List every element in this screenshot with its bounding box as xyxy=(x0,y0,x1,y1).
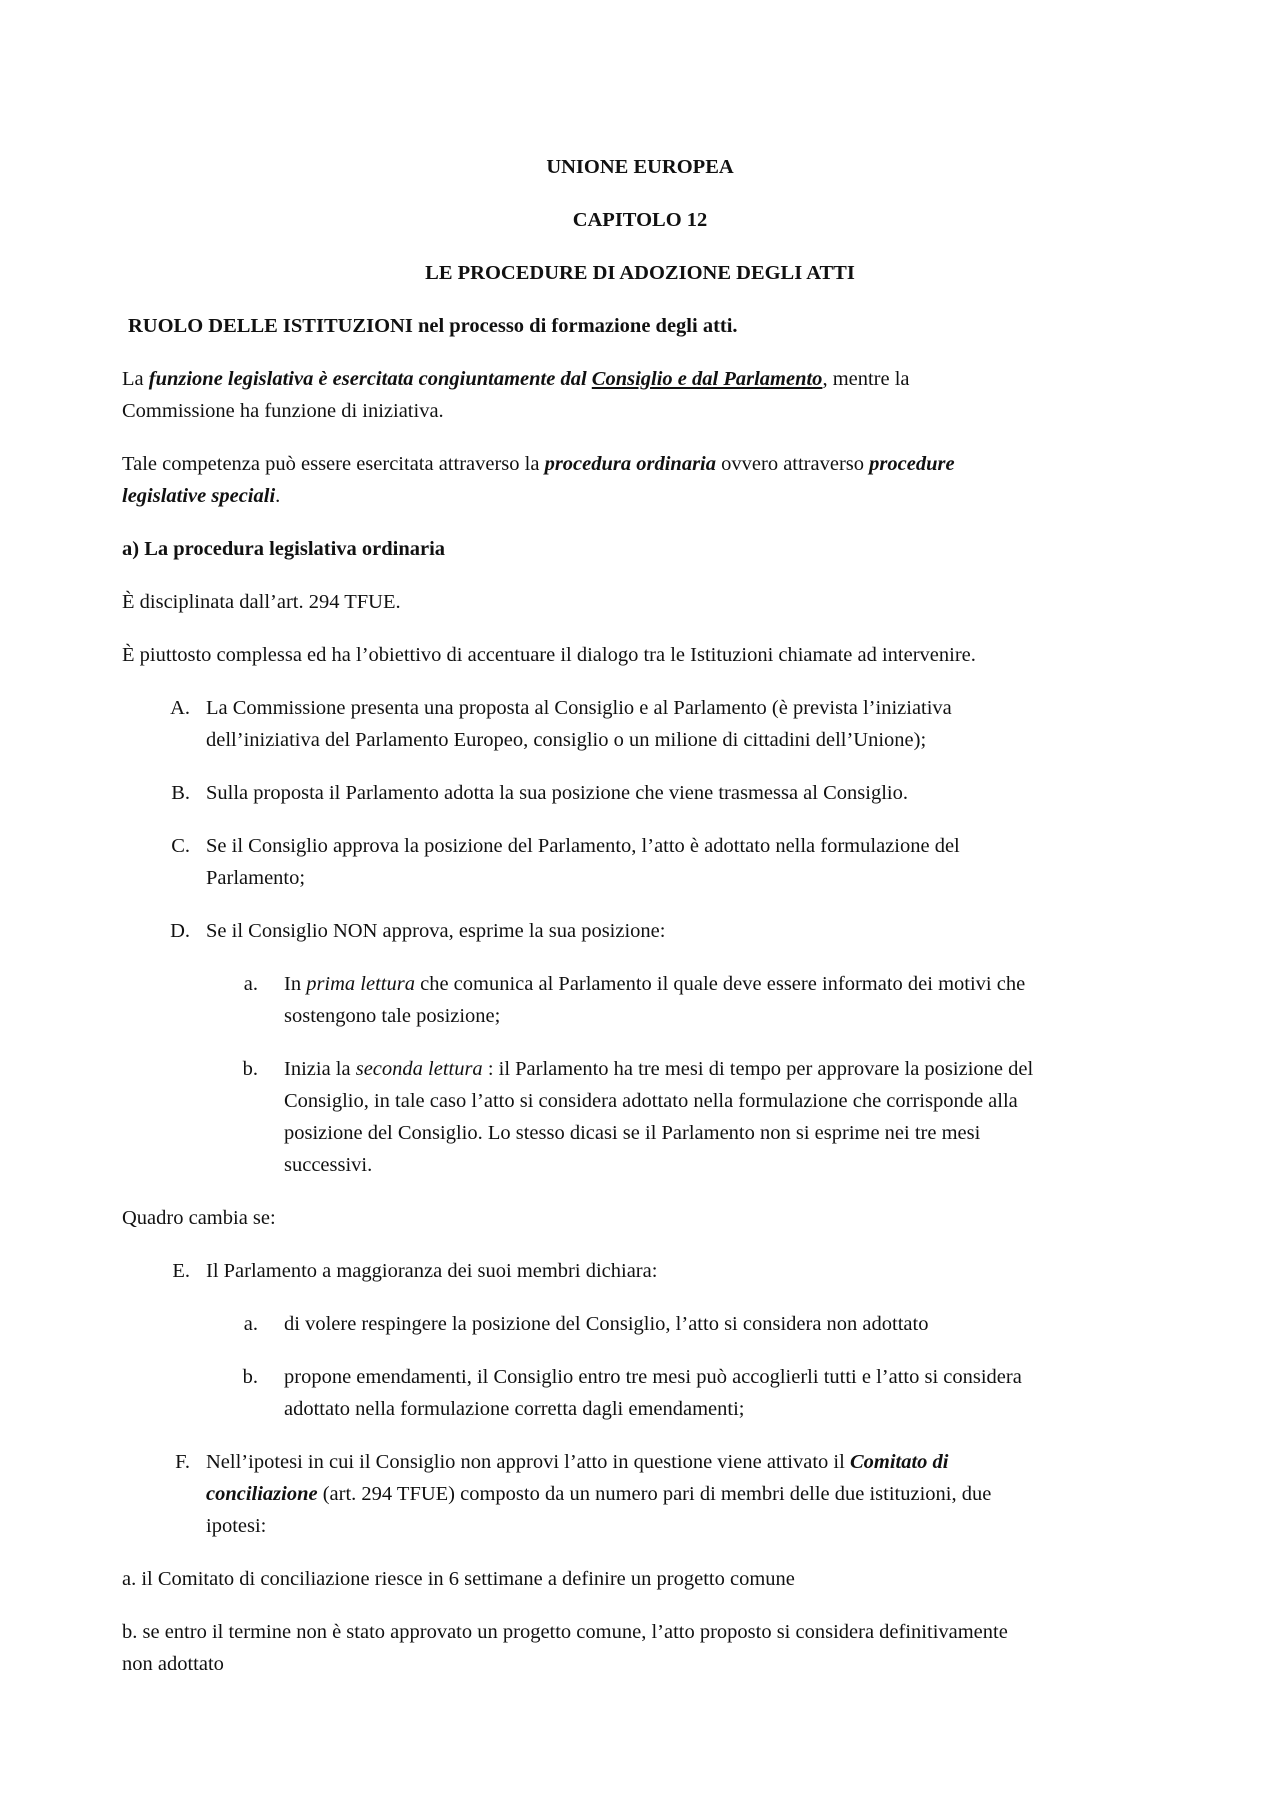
sublist-e-marker-a: a. xyxy=(243,1313,258,1335)
list-item-d-line-1: Se il Consiglio NON approva, esprime la sua posizione: xyxy=(206,920,666,942)
list-marker-f-upper: F. xyxy=(175,1451,190,1473)
sublist-d-a-text-2: che comunica al Parlamento il quale deve essere informato dei motivi che xyxy=(414,973,1026,995)
paragraph-competence xyxy=(122,454,955,475)
para1-text-2: , mentre la xyxy=(822,368,910,390)
sublist-d-a-text-1: In xyxy=(284,973,307,995)
list-marker-e-upper: E. xyxy=(172,1260,190,1282)
paragraph-complexity: È piuttosto complessa ed ha l’obiettivo di accentuare il dialogo tra le Istituzioni chiamate ad intervenire. xyxy=(122,644,976,666)
para2-emphasis-2: procedure xyxy=(869,453,955,475)
sublist-e-item-a-line-1: di volere respingere la posizione del Consiglio, l’atto si considera non adottato xyxy=(284,1313,929,1335)
sublist-d-item-b-line-4: successivi. xyxy=(284,1154,373,1176)
section-heading-bold: RUOLO DELLE ISTITUZIONI xyxy=(128,315,413,337)
subheading-ordinary-procedure: a) La procedura legislativa ordinaria xyxy=(122,538,446,560)
sublist-d-a-italic: prima lettura xyxy=(306,973,415,995)
final-item-a: a. il Comitato di conciliazione riesce in 6 settimane a definire un progetto comune xyxy=(122,1568,795,1590)
sublist-d-b-italic: seconda lettura xyxy=(355,1058,483,1080)
sublist-d-b-text-1: Inizia la xyxy=(284,1058,356,1080)
paragraph-legislative-function xyxy=(122,369,910,390)
sublist-e-item-b-line-2: adottato nella formulazione corretta dagli emendamenti; xyxy=(284,1398,745,1420)
list-item-c-line-2: Parlamento; xyxy=(206,867,306,889)
list-item-a-line-1: La Commissione presenta una proposta al Consiglio e al Parlamento (è prevista l’iniziativa xyxy=(206,697,952,719)
para1-underlined: Consiglio e dal Parlamento xyxy=(591,368,823,390)
item-f-text-2: (art. 294 TFUE) composto da un numero pari di membri delle due istituzioni, due xyxy=(317,1483,992,1505)
list-item-f-line-2 xyxy=(206,1484,991,1505)
para2-emphasis-1: procedura ordinaria xyxy=(544,453,717,475)
sublist-d-marker-a: a. xyxy=(243,973,258,995)
list-marker-a-upper: A. xyxy=(170,697,190,719)
sublist-d-item-b-line-3: posizione del Consiglio. Lo stesso dicasi se il Parlamento non si esprime nei tre mesi xyxy=(284,1122,981,1144)
item-f-emphasis-2: conciliazione xyxy=(206,1483,318,1505)
section-heading-rest: nel processo di formazione degli atti. xyxy=(412,315,738,337)
list-marker-d-upper: D. xyxy=(170,920,190,942)
list-item-f-line-1 xyxy=(206,1452,948,1473)
list-item-c-line-1: Se il Consiglio approva la posizione del Parlamento, l’atto è adottato nella formulazione del xyxy=(206,835,960,857)
para2-line-2 xyxy=(122,486,280,507)
list-item-f-line-3: ipotesi: xyxy=(206,1515,267,1537)
list-marker-b-upper: B. xyxy=(171,782,190,804)
document-title: UNIONE EUROPEA xyxy=(546,156,734,178)
para2-text-2: ovvero attraverso xyxy=(716,453,870,475)
list-marker-c-upper: C. xyxy=(171,835,190,857)
para2-text-1: Tale competenza può essere esercitata attraverso la xyxy=(122,453,545,475)
paragraph-quadro: Quadro cambia se: xyxy=(122,1207,276,1229)
sublist-d-item-a-line-2: sostengono tale posizione; xyxy=(284,1005,501,1027)
sublist-d-item-b-line-1 xyxy=(284,1059,1033,1080)
para1-line-2: Commissione ha funzione di iniziativa. xyxy=(122,400,444,422)
list-item-a-line-2: dell’iniziativa del Parlamento Europeo, consiglio o un milione di cittadini dell’Unione); xyxy=(206,729,927,751)
sublist-d-b-text-2: : il Parlamento ha tre mesi di tempo per approvare la posizione del xyxy=(482,1058,1034,1080)
item-f-emphasis-1: Comitato di xyxy=(849,1451,949,1473)
para1-emphasis: funzione legislativa è esercitata congiuntamente dal xyxy=(148,368,592,390)
list-item-e-line-1: Il Parlamento a maggioranza dei suoi membri dichiara: xyxy=(206,1260,658,1282)
list-item-b-line-1: Sulla proposta il Parlamento adotta la sua posizione che viene trasmessa al Consiglio. xyxy=(206,782,908,804)
sublist-d-marker-b: b. xyxy=(242,1058,258,1080)
sublist-e-item-b-line-1: propone emendamenti, il Consiglio entro tre mesi può accoglierli tutti e l’atto si considera xyxy=(284,1366,1022,1388)
sublist-e-marker-b: b. xyxy=(242,1366,258,1388)
chapter-number: CAPITOLO 12 xyxy=(572,209,708,231)
para2-emphasis-3: legislative speciali xyxy=(122,485,276,507)
section-heading xyxy=(128,316,738,337)
final-item-b-line-2: non adottato xyxy=(122,1653,224,1675)
item-f-text-1: Nell’ipotesi in cui il Consiglio non approvi l’atto in questione viene attivato il xyxy=(206,1451,850,1473)
para2-text-3: . xyxy=(275,485,281,507)
final-item-b-line-1: b. se entro il termine non è stato approvato un progetto comune, l’atto proposto si considera definitivamente xyxy=(122,1621,1008,1643)
sublist-d-item-b-line-2: Consiglio, in tale caso l’atto si considera adottato nella formulazione che corrisponde alla xyxy=(284,1090,1018,1112)
paragraph-article-294: È disciplinata dall’art. 294 TFUE. xyxy=(122,591,401,613)
sublist-d-item-a-line-1 xyxy=(284,974,1025,995)
para1-text-1: La xyxy=(122,368,149,390)
chapter-title: LE PROCEDURE DI ADOZIONE DEGLI ATTI xyxy=(425,262,855,284)
